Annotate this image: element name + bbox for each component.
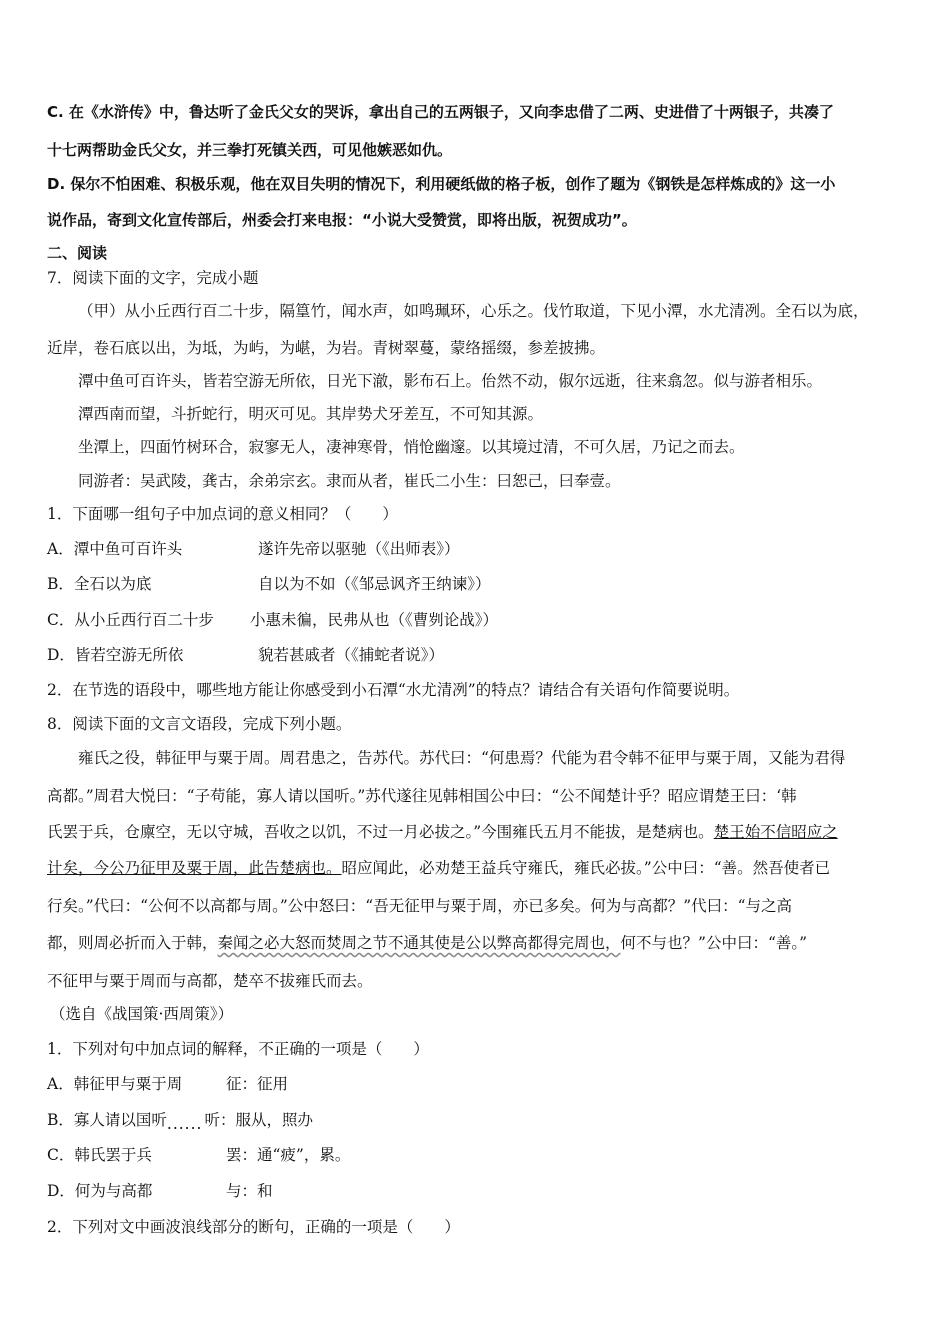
q8-passage-line: 行矣。”代曰：“公何不以高都与周。”公中怒曰：“吾无征甲与粟于周，亦已多矣。何为与高都？”代曰：“与之高 [47,897,793,915]
q7-option-d [47,645,444,665]
option-d-line-2: 说作品，寄到文化宣传部后，州委会打来电报：“小说大受赞赏，即将出版，祝贺成功”。 [47,211,637,229]
option-text: B．全石以为底 [47,575,152,593]
q7-passage-line: 潭中鱼可百许头，皆若空游无所依，日光下澈，影布石上。佁然不动，俶尔远逝，往来翕忽。似与游者相乐。 [78,372,823,390]
q7-title: 7．阅读下面的文字，完成小题 [47,269,259,287]
option-explanation: 罢：通“疲”，累。 [226,1146,351,1164]
q7-passage-line: 同游者：吴武陵，龚古，余弟宗玄。隶而从者，崔氏二小生：曰恕己，曰奉壹。 [78,472,621,490]
q7-passage-line: （甲）从小丘西行百二十步，隔篁竹，闻水声，如鸣珮环，心乐之。伐竹取道，下见小潭，水尤清冽。全石以为底， [78,302,869,320]
q8-option-b [47,1110,313,1133]
option-c-line-1: C. 在《水浒传》中，鲁达听了金氏父女的哭诉，拿出自己的五两银子，又向李忠借了二两、史进借了十两银子，共凑了 [47,103,834,121]
option-explanation: 征：征用 [226,1075,289,1093]
q8-title: 8．阅读下面的文言文语段，完成下列小题。 [47,715,352,733]
option-explanation: 听：服从，照办 [204,1111,313,1129]
option-d-line-1: D. 保尔不怕困难、积极乐观，他在双目失明的情况下，利用硬纸做的格子板，创作了题为《钢铁是怎样炼成的》这一小 [47,175,836,193]
q7-option-a [47,539,460,559]
q7-sub-question-1: 1．下面哪一组句子中加点词的意义相同？（ ） [47,505,398,523]
option-text: A．潭中鱼可百许头 [47,540,183,558]
option-reference: 貌若甚戚者（《捕蛇者说》） [258,646,445,664]
option-text: C．韩氏罢于兵 [47,1146,152,1164]
q8-source: （选自《战国策·西周策》） [50,1005,234,1023]
option-reference: 遂许先帝以驱驰（《出师表》） [258,540,460,558]
underlined-text: 楚王始不信昭应之 [713,823,838,841]
q7-option-c [47,610,498,630]
option-reference: 小惠未徧，民弗从也（《曹刿论战》） [250,611,499,629]
q8-passage-line [47,858,830,878]
q7-passage-line: 坐潭上，四面竹树环合，寂寥无人，凄神寒骨，悄怆幽邃。以其境过清，不可久居，乃记之而去。 [78,438,745,456]
q7-passage-line: 潭西南而望，斗折蛇行，明灭可见。其岸势犬牙差互，不可知其源。 [78,405,544,423]
underlined-text: 计矣，今公乃征甲及粟于周，此告楚病也。 [47,859,342,877]
passage-text: 何不与也？”公中曰：“善。” [620,934,808,952]
q7-sub-question-2: 2．在节选的语段中，哪些地方能让你感受到小石潭“水尤清冽”的特点？请结合有关语句作简要说明。 [47,681,740,699]
q8-passage-line: 雍氏之役，韩征甲与粟于周。周君患之，告苏代。苏代曰：“何患焉？代能为君令韩不征甲与粟于周，又能为君得 [78,749,846,767]
passage-text: 都，则周必折而入于韩， [47,934,218,952]
q8-passage-line [47,933,807,953]
q8-sub-question-2: 2．下列对文中画波浪线部分的断句，正确的一项是（ ） [47,1218,460,1236]
option-c-line-2: 十七两帮助金氏父女，并三拳打死镇关西，可见他嫉恶如仇。 [47,141,453,159]
section-title: 二、阅读 [47,244,108,262]
option-reference: 自以为不如（《邹忌讽齐王纳谏》） [258,575,491,593]
q8-option-d [47,1181,273,1201]
q8-sub-question-1: 1．下列对句中加点词的解释，不正确的一项是（ ） [47,1040,429,1058]
q7-option-b [47,574,491,594]
option-explanation: 与：和 [226,1182,273,1200]
option-text: A．韩征甲与粟于周 [47,1075,183,1093]
emphasis-dots: ...... [166,1115,203,1133]
option-text: B．寡人请以国听 [47,1111,167,1129]
q8-passage-line [47,822,838,842]
option-text: D．皆若空游无所依 [47,646,184,664]
q8-passage-line: 高都。”周君大悦曰：“子苟能，寡人请以国听。”苏代遂往见韩相国公中曰：“公不闻楚计乎？昭应谓楚王曰：‘韩 [47,787,797,805]
passage-text: 昭应闻此，必劝楚王益兵守雍氏，雍氏必拔。”公中曰：“善。然吾使者已 [341,859,831,877]
q8-option-a [47,1074,288,1094]
q8-passage-line: 不征甲与粟于周而与高都，楚卒不拔雍氏而去。 [47,972,373,990]
option-text: C．从小丘西行百二十步 [47,611,214,629]
wavy-underlined-text: 秦闻之必大怒而焚周之节不通其使是公以弊高都得完周也， [217,934,621,952]
q7-passage-line: 近岸，卷石底以出，为坻，为屿，为嵁，为岩。青树翠蔓，蒙络摇缀，参差披拂。 [47,339,606,357]
option-text: D．何为与高都 [47,1182,153,1200]
q8-option-c [47,1145,350,1165]
passage-text: 氏罢于兵，仓廪空，无以守城，吾收之以饥，不过一月必拔之。”今围雍氏五月不能拔，是楚病也。 [47,823,714,841]
